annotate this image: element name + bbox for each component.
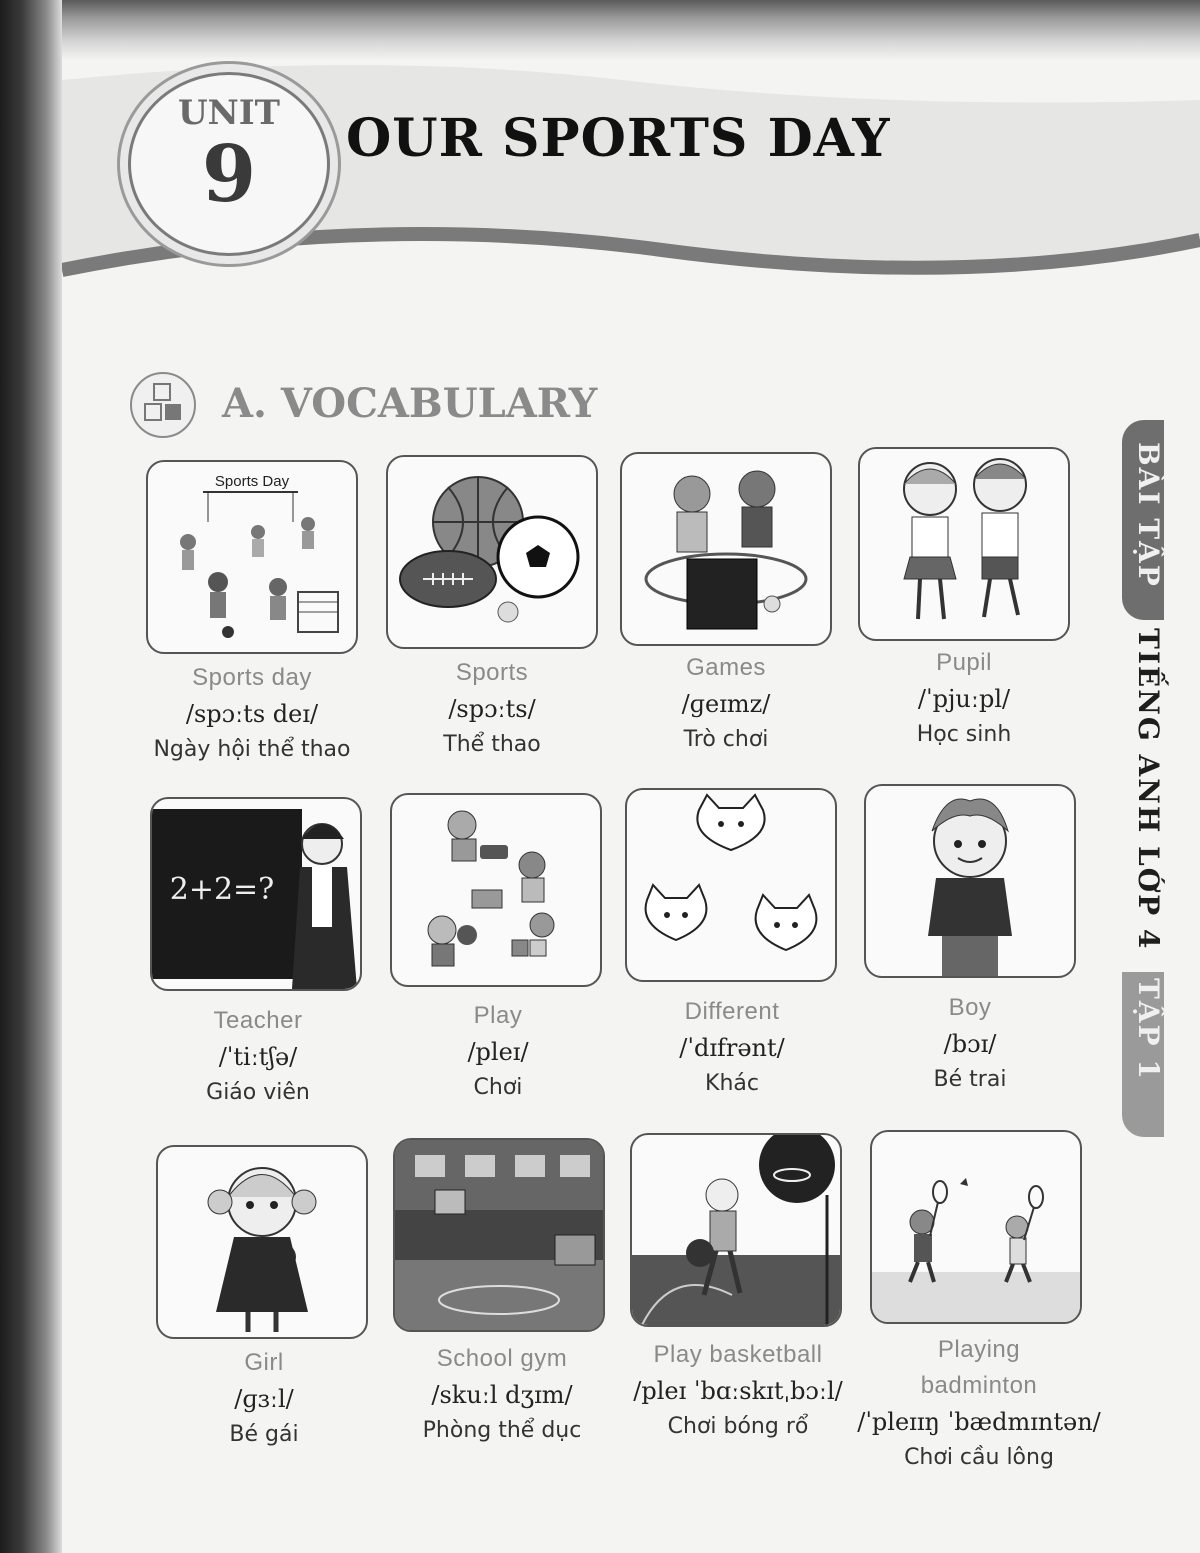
teacher-image	[150, 797, 362, 991]
vocab-meaning: Chơi bóng rổ	[667, 1414, 809, 1439]
unit-badge	[128, 72, 330, 256]
vocab-ipa: /spɔːts/	[448, 695, 536, 723]
vocab-meaning: Phòng thể dục	[422, 1418, 582, 1443]
games-image	[620, 452, 832, 646]
vocab-word: School gym	[436, 1345, 568, 1372]
unit-label: UNIT	[178, 93, 280, 133]
vocab-item-school-gym	[372, 1341, 632, 1449]
vocab-ipa: /ˈpleɪɪŋ ˈbædmɪntən/	[857, 1408, 1101, 1436]
vocab-ipa: /ˈpjuːpl/	[917, 685, 1011, 713]
vocab-meaning: Thể thao	[443, 732, 541, 757]
vocab-item-sports	[362, 655, 622, 763]
vocab-word: Play basketball	[653, 1341, 823, 1368]
vocab-ipa: /skuːl dʒɪm/	[431, 1381, 573, 1409]
vocab-meaning: Bé gái	[229, 1422, 299, 1447]
cat-face-icon	[646, 795, 817, 950]
vocab-meaning: Bé trai	[933, 1067, 1007, 1092]
unit-number: 9	[201, 129, 257, 220]
sports-day-sign-text: Sports Day	[214, 473, 290, 490]
vocab-ipa: /bɔɪ/	[943, 1030, 997, 1058]
basketball-image	[630, 1133, 842, 1327]
side-tab-label-b: TIẾNG ANH LỚP 4	[1132, 628, 1165, 951]
vocab-meaning: Khác	[705, 1071, 759, 1096]
vocab-item-play-basketball	[608, 1337, 868, 1445]
vocab-meaning: Học sinh	[916, 722, 1012, 747]
vocab-meaning: Ngày hội thể thao	[153, 737, 351, 762]
abc-blocks-icon	[130, 372, 196, 438]
vocab-ipa: /pleɪ ˈbɑːskɪtˌbɔːl/	[633, 1377, 843, 1405]
sports-day-image	[146, 460, 358, 654]
vocab-word: Boy	[948, 994, 992, 1021]
vocab-item-sports-day	[122, 660, 382, 768]
vocab-word: Playing badminton	[920, 1336, 1038, 1399]
vocab-word: Sports day	[192, 664, 312, 691]
vocab-item-boy	[840, 990, 1100, 1098]
vocab-word: Teacher	[213, 1007, 303, 1034]
vocab-ipa: /ɡɜːl/	[234, 1385, 294, 1413]
girl-image	[156, 1145, 368, 1339]
vocab-item-different	[602, 994, 862, 1102]
badminton-image	[870, 1130, 1082, 1324]
vocab-meaning: Giáo viên	[206, 1080, 310, 1105]
vocab-ipa: /spɔːts deɪ/	[185, 700, 319, 728]
vocab-word: Games	[686, 654, 766, 681]
vocab-word: Girl	[244, 1349, 284, 1376]
vocab-item-girl	[134, 1345, 394, 1453]
side-tab-label-c: TẬP 1	[1132, 978, 1165, 1081]
vocab-ipa: /ɡeɪmz/	[681, 690, 771, 718]
unit-title: OUR SPORTS DAY	[346, 108, 891, 169]
vocab-item-pupil	[834, 645, 1094, 753]
sports-balls-image	[386, 455, 598, 649]
vocab-meaning: Chơi	[473, 1075, 523, 1100]
vocab-ipa: /pleɪ/	[467, 1038, 529, 1066]
vocab-word: Play	[473, 1002, 523, 1029]
vocab-item-play	[368, 998, 628, 1106]
boy-image	[864, 784, 1076, 978]
vocab-word: Different	[684, 998, 780, 1025]
vocab-ipa: /ˈtiːtʃə/	[218, 1043, 298, 1071]
vocab-meaning: Chơi cầu lông	[904, 1445, 1054, 1470]
vocab-item-teacher	[128, 1003, 388, 1111]
school-gym-image	[393, 1138, 605, 1332]
play-image	[390, 793, 602, 987]
pupils-image	[858, 447, 1070, 641]
blackboard-sum-text: 2+2=?	[169, 872, 275, 907]
vocab-word: Sports	[455, 659, 529, 686]
vocab-ipa: /ˈdɪfrənt/	[679, 1034, 785, 1062]
vocab-item-games	[596, 650, 856, 758]
vocab-meaning: Trò chơi	[683, 727, 769, 752]
book-binding-shadow	[0, 0, 62, 1553]
vocab-word: Pupil	[936, 649, 992, 676]
side-tab-label-a: BÀI TẬP	[1132, 442, 1165, 588]
different-image	[625, 788, 837, 982]
section-title: A. VOCABULARY	[222, 380, 598, 427]
vocab-item-playing-badminton	[846, 1332, 1112, 1476]
